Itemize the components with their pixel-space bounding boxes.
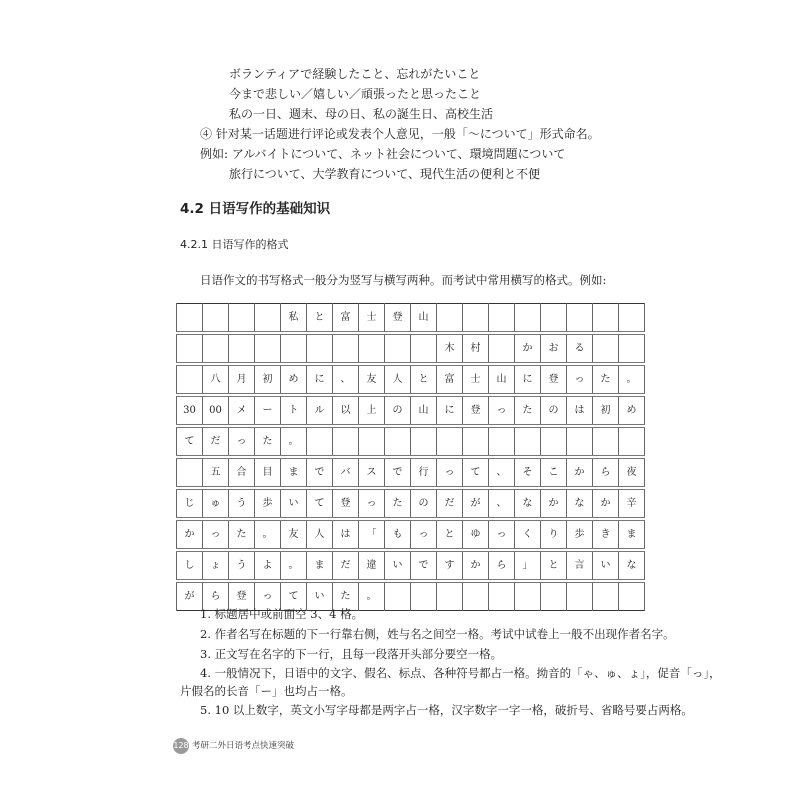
grid-cell: な (515, 488, 541, 519)
grid-cell: め (281, 364, 307, 395)
grid-cell: と (541, 550, 567, 581)
grid-cell: お (541, 333, 567, 364)
grid-cell: 友 (359, 364, 385, 395)
grid-cell: い (593, 550, 619, 581)
grid-cell (515, 581, 541, 611)
grid-cell: が (463, 488, 489, 519)
grid-cell: て (463, 457, 489, 488)
grid-cell: き (593, 519, 619, 550)
rule-item-4: ④ 针对某一话题进行评论或发表个人意见，一般「～について」形式命名。 (200, 127, 600, 141)
grid-cell: う (229, 488, 255, 519)
example-line: 旅行について、大学教育について、現代生活の便利と不便 (229, 167, 541, 181)
grid-cell: っ (229, 426, 255, 457)
grid-row (177, 457, 645, 488)
grid-cell (567, 304, 593, 334)
grid-cell: か (463, 550, 489, 581)
grid-cell (177, 304, 203, 334)
grid-cell: 山 (411, 304, 437, 334)
grid-cell: た (333, 581, 359, 611)
section-title: 4.2 日语写作的基础知识 (180, 201, 331, 217)
grid-row (177, 333, 645, 364)
grid-cell: か (567, 457, 593, 488)
grid-cell: 登 (463, 395, 489, 426)
grid-cell: 登 (541, 364, 567, 395)
grid-cell: 上 (359, 395, 385, 426)
grid-cell: 。 (359, 581, 385, 611)
grid-cell: て (281, 581, 307, 611)
grid-cell: 言 (567, 550, 593, 581)
grid-cell: 人 (385, 364, 411, 395)
grid-cell (489, 304, 515, 334)
grid-cell: 。 (281, 550, 307, 581)
grid-cell: 山 (411, 395, 437, 426)
grid-cell: う (229, 550, 255, 581)
grid-cell (567, 426, 593, 457)
grid-cell: に (437, 395, 463, 426)
grid-cell: ら (203, 581, 229, 611)
grid-cell (177, 364, 203, 395)
grid-cell: め (619, 395, 645, 426)
grid-cell: 、 (489, 488, 515, 519)
grid-cell (203, 304, 229, 334)
grid-cell: ー (255, 395, 281, 426)
grid-cell (463, 581, 489, 611)
grid-cell: く (515, 519, 541, 550)
grid-cell (619, 333, 645, 364)
grid-cell: 山 (489, 364, 515, 395)
grid-cell: 行 (411, 457, 437, 488)
grid-cell: て (307, 488, 333, 519)
grid-cell: の (541, 395, 567, 426)
grid-cell: だ (333, 550, 359, 581)
grid-cell: 人 (307, 519, 333, 550)
grid-cell: 富 (333, 304, 359, 334)
manuscript-grid (176, 303, 645, 611)
grid-cell: 私 (281, 304, 307, 334)
grid-cell: な (567, 488, 593, 519)
grid-cell: 。 (255, 519, 281, 550)
grid-cell: ら (489, 550, 515, 581)
grid-cell: が (177, 581, 203, 611)
grid-cell: で (385, 457, 411, 488)
grid-cell: か (177, 519, 203, 550)
grid-row (177, 395, 645, 426)
page-number: 128 (173, 738, 189, 754)
grid-cell: 「 (359, 519, 385, 550)
grid-cell: た (385, 488, 411, 519)
grid-cell: 村 (463, 333, 489, 364)
rule-item: 1. 标题居中或前面空 3、4 格。 (200, 607, 364, 621)
grid-cell: る (567, 333, 593, 364)
example-line: ボランティアで経験したこと、忘れがたいこと (229, 67, 481, 81)
grid-cell: の (385, 395, 411, 426)
grid-cell: か (593, 488, 619, 519)
grid-cell (593, 304, 619, 334)
grid-cell: 夜 (619, 457, 645, 488)
grid-row (177, 488, 645, 519)
grid-cell: そ (515, 457, 541, 488)
grid-cell: い (307, 581, 333, 611)
grid-cell: こ (541, 457, 567, 488)
grid-cell: ょ (203, 550, 229, 581)
grid-cell: た (593, 364, 619, 395)
grid-cell: と (437, 519, 463, 550)
grid-cell: ま (281, 457, 307, 488)
grid-cell: 。 (281, 426, 307, 457)
grid-cell (515, 426, 541, 457)
grid-cell (385, 333, 411, 364)
grid-cell: だ (437, 488, 463, 519)
grid-cell: に (515, 364, 541, 395)
grid-cell: 士 (359, 304, 385, 334)
grid-cell: ゆ (463, 519, 489, 550)
grid-cell: 、 (333, 364, 359, 395)
grid-cell (593, 426, 619, 457)
grid-cell: 以 (333, 395, 359, 426)
grid-cell (229, 333, 255, 364)
grid-cell: い (385, 550, 411, 581)
grid-cell: 。 (619, 364, 645, 395)
grid-cell: と (411, 364, 437, 395)
grid-cell: だ (203, 426, 229, 457)
grid-cell (385, 426, 411, 457)
grid-cell (489, 333, 515, 364)
grid-cell: 30 (177, 395, 203, 426)
grid-cell (619, 581, 645, 611)
grid-cell: っ (203, 519, 229, 550)
grid-cell (593, 333, 619, 364)
grid-cell: か (541, 488, 567, 519)
example-line: 今まで悲しい／嬉しい／頑張ったと思ったこと (229, 87, 482, 101)
grid-cell: 八 (203, 364, 229, 395)
example-line: 例如: アルバイトについて、ネット社会について、環境問題について (200, 147, 566, 161)
grid-cell: メ (229, 395, 255, 426)
grid-cell (437, 304, 463, 334)
grid-cell: ら (593, 457, 619, 488)
rule-item-continued: 片假名的长音「ー」也均占一格。 (180, 684, 353, 698)
grid-cell: 富 (437, 364, 463, 395)
grid-cell (229, 304, 255, 334)
grid-cell: す (437, 550, 463, 581)
grid-cell: じ (177, 488, 203, 519)
grid-cell: と (307, 304, 333, 334)
grid-cell: の (411, 488, 437, 519)
rule-item: 4. 一般情况下，日语中的文字、假名、标点、各种符号都占一格。拗音的「ゃ、ゅ、ょ」，促音「っ」， (200, 666, 721, 680)
grid-cell (437, 426, 463, 457)
grid-cell (463, 426, 489, 457)
grid-cell (359, 333, 385, 364)
grid-cell: バ (333, 457, 359, 488)
grid-cell: か (515, 333, 541, 364)
grid-cell: っ (489, 395, 515, 426)
grid-cell: い (281, 488, 307, 519)
grid-cell: 登 (333, 488, 359, 519)
grid-cell (541, 304, 567, 334)
grid-cell: り (541, 519, 567, 550)
rule-item: 3. 正文写在名字的下一行，且每一段落开头部分要空一格。 (200, 647, 503, 661)
grid-cell (307, 426, 333, 457)
grid-cell: 木 (437, 333, 463, 364)
grid-cell: た (229, 519, 255, 550)
grid-cell (411, 581, 437, 611)
grid-cell (177, 333, 203, 364)
grid-row (177, 519, 645, 550)
grid-cell (203, 333, 229, 364)
grid-cell: 月 (229, 364, 255, 395)
grid-cell (333, 333, 359, 364)
grid-cell: よ (255, 550, 281, 581)
grid-cell (281, 333, 307, 364)
grid-cell: 初 (593, 395, 619, 426)
grid-cell: ル (307, 395, 333, 426)
grid-cell: ま (307, 550, 333, 581)
grid-cell: も (385, 519, 411, 550)
grid-cell (593, 581, 619, 611)
grid-cell: ス (359, 457, 385, 488)
grid-cell: っ (567, 364, 593, 395)
grid-cell (463, 304, 489, 334)
grid-row (177, 426, 645, 457)
grid-cell (515, 304, 541, 334)
grid-cell: 違 (359, 550, 385, 581)
grid-cell: は (567, 395, 593, 426)
grid-cell: た (255, 426, 281, 457)
grid-cell: っ (359, 488, 385, 519)
grid-cell (619, 304, 645, 334)
book-title: 考研二外日语考点快速突破 (192, 741, 295, 751)
grid-cell (411, 426, 437, 457)
rule-item: 5. 10 以上数字，英文小写字母都是两字占一格，汉字数字一字一格，破折号、省略号要占两格。 (200, 703, 693, 717)
grid-cell: 登 (385, 304, 411, 334)
grid-cell: は (333, 519, 359, 550)
grid-cell: 」 (515, 550, 541, 581)
grid-cell (489, 426, 515, 457)
grid-cell (541, 581, 567, 611)
grid-cell (333, 426, 359, 457)
grid-cell: っ (411, 519, 437, 550)
grid-cell: 五 (203, 457, 229, 488)
grid-cell: っ (489, 519, 515, 550)
grid-cell (411, 333, 437, 364)
grid-row (177, 550, 645, 581)
grid-row (177, 304, 645, 334)
grid-cell: 辛 (619, 488, 645, 519)
grid-cell: に (307, 364, 333, 395)
grid-cell: し (177, 550, 203, 581)
grid-cell: ゅ (203, 488, 229, 519)
grid-cell: で (307, 457, 333, 488)
grid-cell (489, 581, 515, 611)
grid-cell: で (411, 550, 437, 581)
grid-cell (541, 426, 567, 457)
grid-cell (619, 426, 645, 457)
grid-cell (567, 581, 593, 611)
grid-cell: っ (437, 457, 463, 488)
grid-cell: て (177, 426, 203, 457)
grid-cell: 00 (203, 395, 229, 426)
grid-cell: 友 (281, 519, 307, 550)
grid-cell: 合 (229, 457, 255, 488)
grid-cell: ま (619, 519, 645, 550)
grid-cell (255, 333, 281, 364)
intro-paragraph: 日语作文的书写格式一般分为竖写与横写两种。而考试中常用横写的格式。例如: (200, 273, 607, 287)
grid-cell: た (515, 395, 541, 426)
rule-item: 2. 作者名写在标题的下一行靠右侧，姓与名之间空一格。考试中试卷上一般不出现作者名字。 (200, 627, 675, 641)
grid-cell: な (619, 550, 645, 581)
grid-cell: 歩 (567, 519, 593, 550)
grid-cell: っ (255, 581, 281, 611)
grid-cell: 士 (463, 364, 489, 395)
grid-cell: ト (281, 395, 307, 426)
grid-cell (307, 333, 333, 364)
grid-cell: 目 (255, 457, 281, 488)
grid-cell: 初 (255, 364, 281, 395)
grid-cell: 、 (489, 457, 515, 488)
grid-cell (255, 304, 281, 334)
grid-cell (437, 581, 463, 611)
grid-cell (385, 581, 411, 611)
subsection-title: 4.2.1 日语写作的格式 (180, 238, 289, 251)
grid-cell (177, 457, 203, 488)
example-line: 私の一日、週末、母の日、私の誕生日、高校生活 (229, 107, 494, 121)
grid-cell: 歩 (255, 488, 281, 519)
grid-cell (359, 426, 385, 457)
grid-cell: 登 (229, 581, 255, 611)
grid-row (177, 364, 645, 395)
